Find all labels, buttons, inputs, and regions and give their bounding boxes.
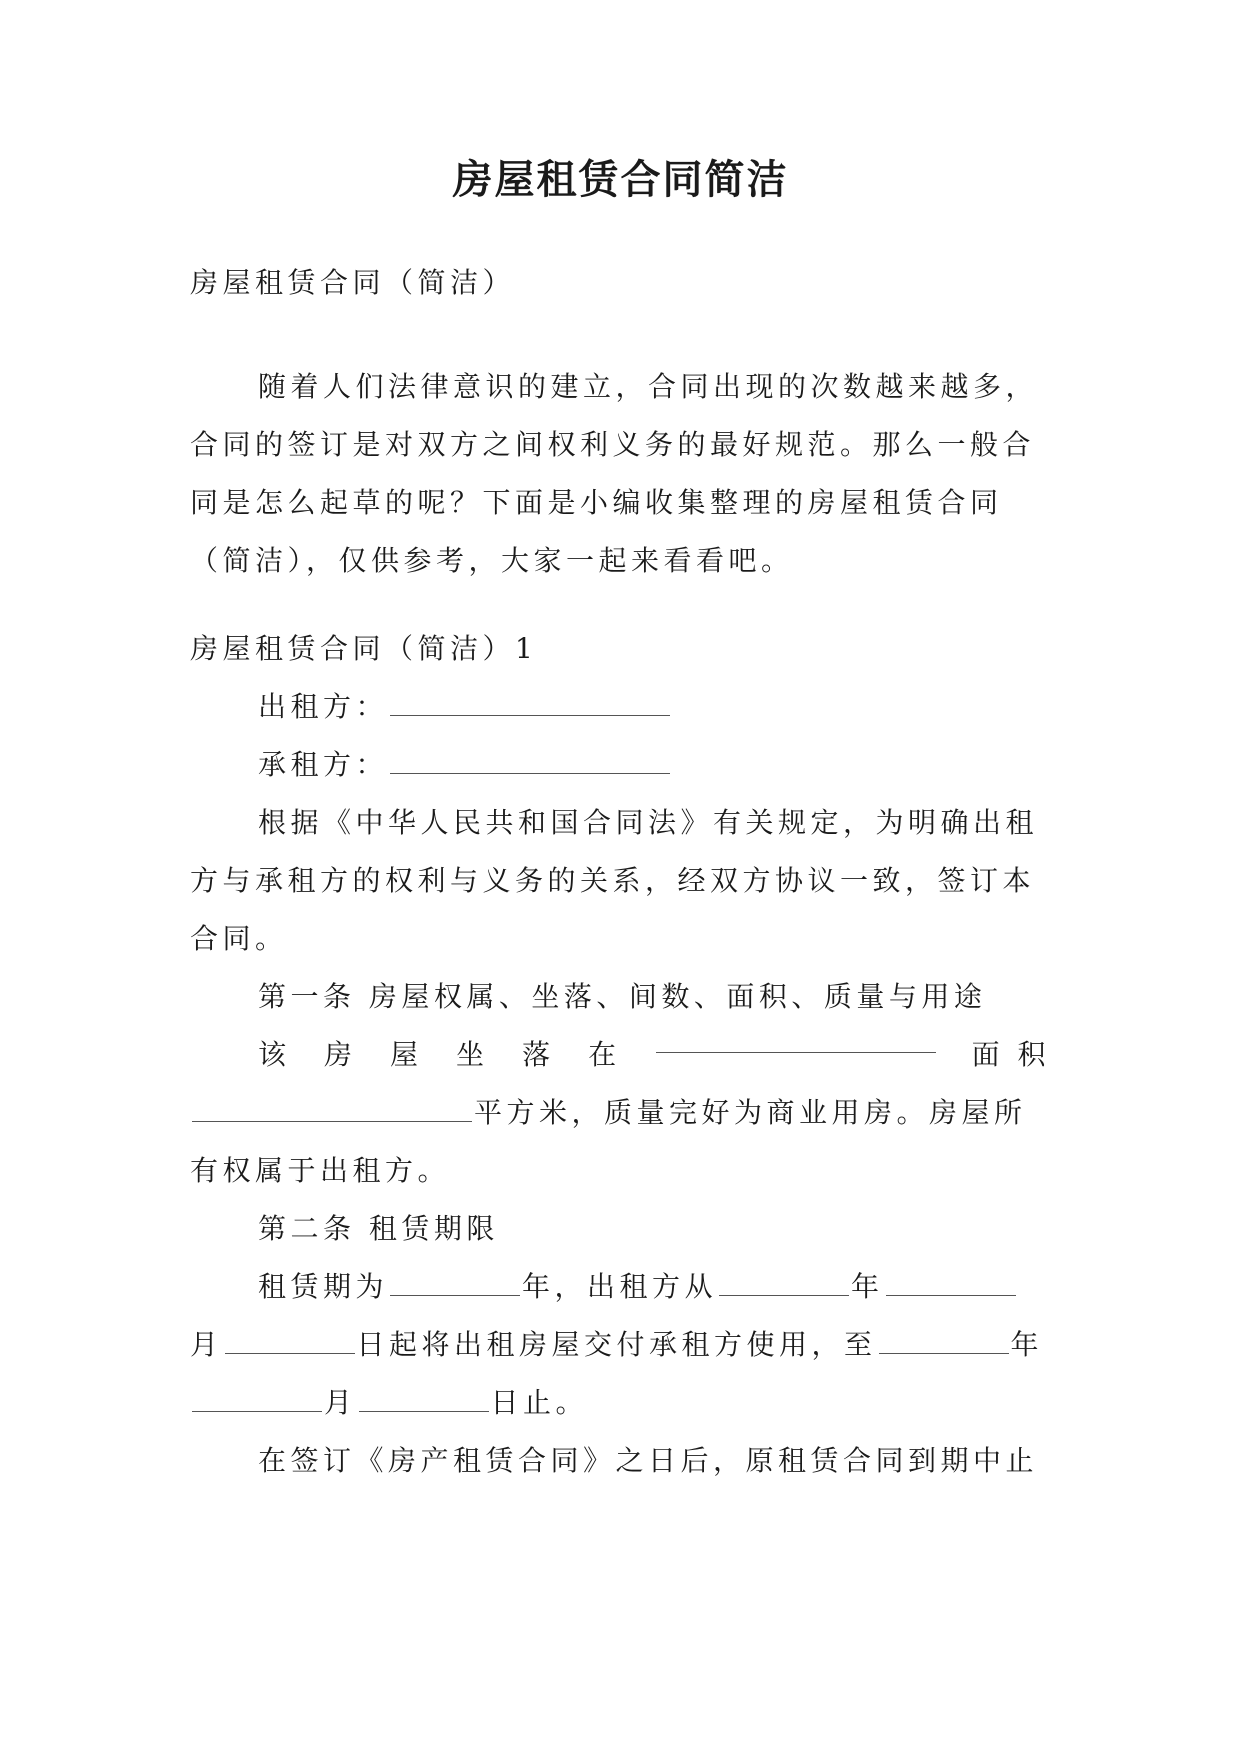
article1-char: 房 [324, 1038, 357, 1071]
area-blank[interactable] [192, 1095, 472, 1122]
intro-paragraph [190, 358, 1050, 590]
subtitle [190, 254, 1050, 312]
term-text: 日起将出租房屋交付承租方使用，至 [356, 1328, 877, 1361]
location-blank[interactable] [656, 1026, 936, 1053]
lessee-blank[interactable] [390, 747, 670, 774]
term-text: 年 [851, 1270, 884, 1303]
article1-rest-text: 平方米，质量完好为商业用房。房屋所有权属于出租方。 [190, 1096, 1027, 1187]
article1-char: 该 [258, 1038, 291, 1071]
lessor-label: 出租方： [258, 690, 389, 723]
last-line: 在签订《房产租赁合同》之日后，原租赁合同到期中止 [258, 1444, 1039, 1477]
article1-location-line [190, 1026, 1050, 1084]
article2-title: 第二条 租赁期限 [258, 1212, 499, 1245]
area-label: 面 积 [971, 1038, 1050, 1071]
article1-title: 第一条 房屋权属、坐落、间数、面积、质量与用途 [258, 980, 987, 1013]
term-text: 月 [190, 1328, 223, 1361]
preamble: 根据《中华人民共和国合同法》有关规定，为明确出租方与承租方的权利与义务的关系，经双方协议一致，签订本合同。 [190, 806, 1039, 955]
end-month-blank[interactable] [192, 1385, 322, 1412]
article1-char: 落 [522, 1038, 555, 1071]
lessor-line [190, 678, 1050, 736]
start-day-blank[interactable] [225, 1327, 355, 1354]
article1-rest [190, 1084, 1050, 1200]
term-text: 年，出租方从 [522, 1270, 718, 1303]
term-text: 年 [1010, 1328, 1044, 1361]
end-year-blank[interactable] [879, 1327, 1009, 1354]
term-years-blank[interactable] [390, 1269, 520, 1296]
contract-heading: 房屋租赁合同（简洁）1 [190, 632, 538, 665]
start-month-blank[interactable] [886, 1269, 1016, 1296]
term-paragraph [190, 1258, 1050, 1432]
page-title: 房屋租赁合同简洁 [452, 156, 789, 203]
article1-char: 在 [588, 1038, 621, 1071]
term-text: 月 [324, 1386, 357, 1419]
lessor-blank[interactable] [390, 689, 670, 716]
start-year-blank[interactable] [719, 1269, 849, 1296]
term-text: 租赁期为 [258, 1270, 389, 1303]
term-text: 日止。 [490, 1386, 589, 1419]
subtitle-text: 房屋租赁合同（简洁） [190, 266, 516, 299]
article1-char: 坐 [456, 1038, 489, 1071]
lessee-line [190, 736, 1050, 794]
lessee-label: 承租方： [258, 748, 389, 781]
article1-char: 屋 [390, 1038, 423, 1071]
end-day-blank[interactable] [359, 1385, 489, 1412]
intro-text: 随着人们法律意识的建立，合同出现的次数越来越多，合同的签订是对双方之间权利义务的最好规范。那么一般合同是怎么起草的呢？下面是小编收集整理的房屋租赁合同（简洁），仅供参考，大家一起来看看吧。 [190, 370, 1039, 577]
contract-section [190, 620, 1050, 1490]
